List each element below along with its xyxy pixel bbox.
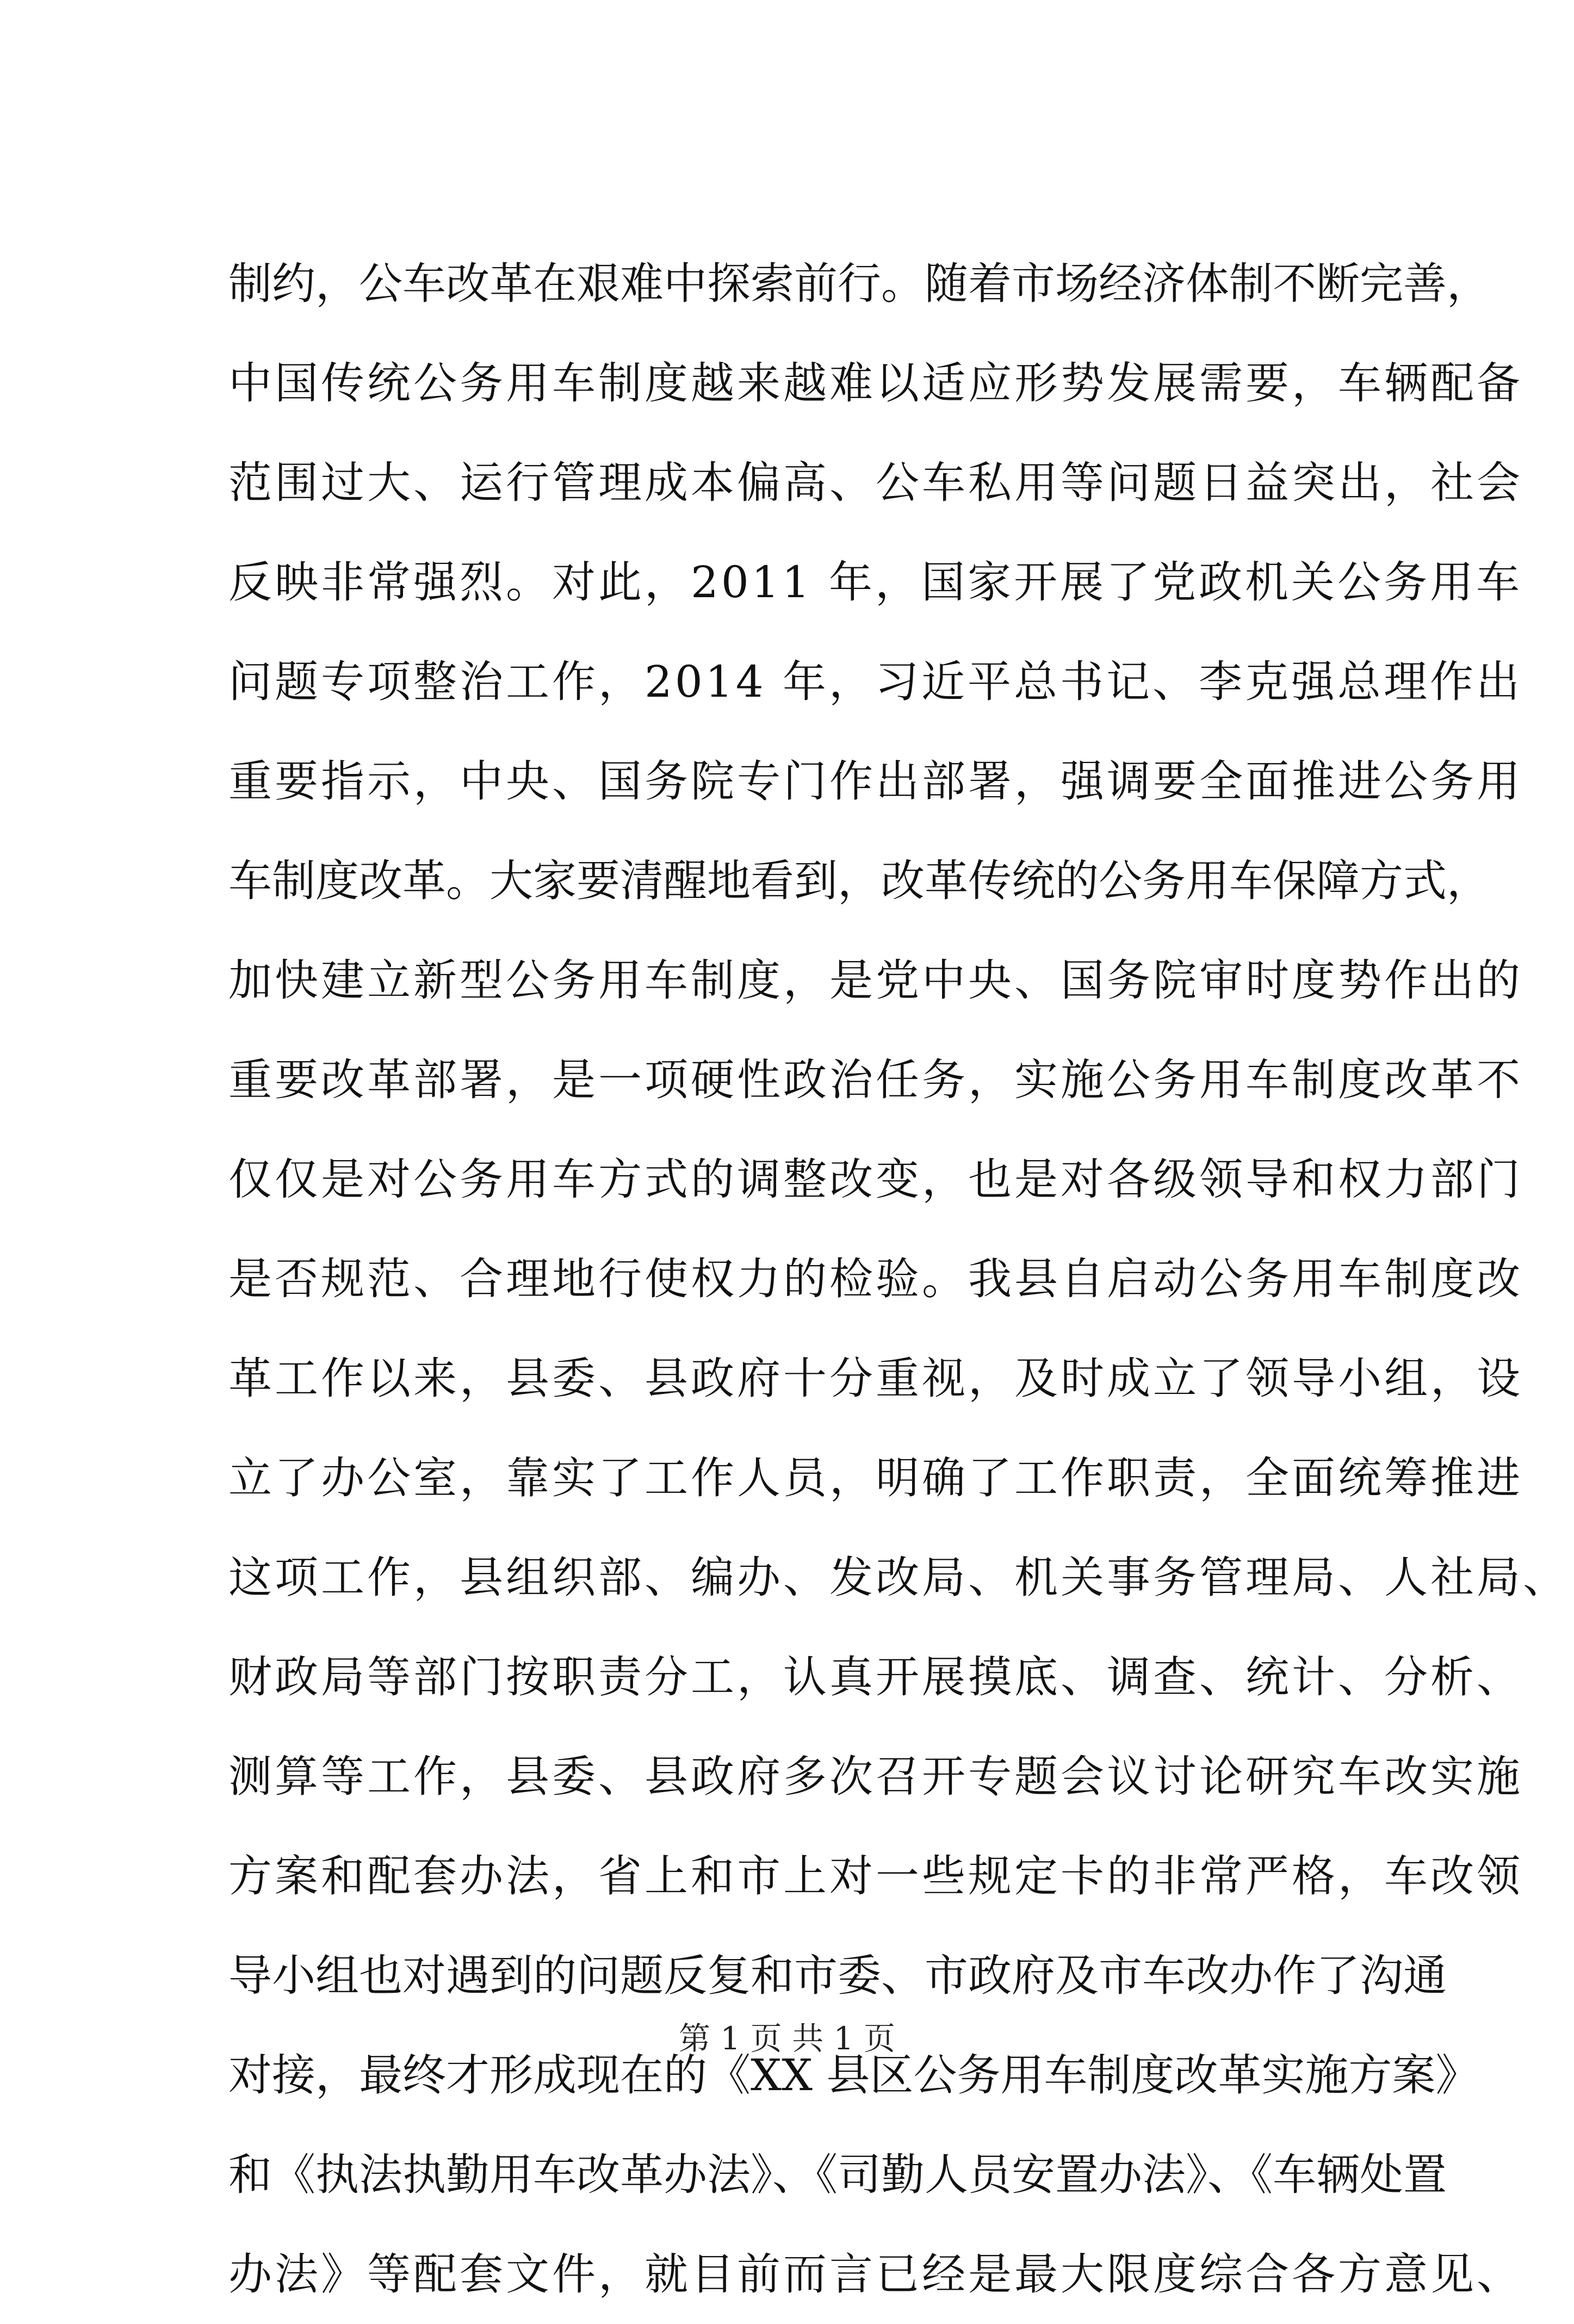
text-line: 反映非常强烈。对此，2011 年，国家开展了党政机关公务用车 xyxy=(228,557,1523,608)
text-line: 对接，最终才形成现在的《XX 县区公务用车制度改革实施方案》 xyxy=(228,2050,1479,2100)
text-line: 财政局等部门按职责分工，认真开展摸底、调查、统计、分析、 xyxy=(228,1652,1523,1702)
text-line: 立了办公室，靠实了工作人员，明确了工作职责，全面统筹推进 xyxy=(228,1453,1523,1503)
text-line: 范围过大、运行管理成本偏高、公车私用等问题日益突出，社会 xyxy=(228,457,1523,508)
text-line: 重要指示，中央、国务院专门作出部署，强调要全面推进公务用 xyxy=(228,756,1523,807)
page-number: 第 1 页 共 1 页 xyxy=(679,2020,895,2057)
text-line: 方案和配套办法，省上和市上对一些规定卡的非常严格，车改领 xyxy=(228,1851,1523,1901)
text-line: 这项工作，县组织部、编办、发改局、机关事务管理局、人社局、 xyxy=(228,1552,1569,1603)
text-line: 办法》等配套文件，就目前而言已经是最大限度综合各方意见、 xyxy=(228,2249,1523,2300)
text-line: 重要改革部署，是一项硬性政治任务，实施公务用车制度改革不 xyxy=(228,1055,1523,1105)
text-line: 是否规范、合理地行使权力的检验。我县自启动公务用车制度改 xyxy=(228,1254,1523,1304)
text-line: 革工作以来，县委、县政府十分重视，及时成立了领导小组，设 xyxy=(228,1353,1523,1404)
text-line: 和《执法执勤用车改革办法》、《司勤人员安置办法》、《车辆处置 xyxy=(228,2149,1447,2200)
text-line: 仅仅是对公务用车方式的调整改变，也是对各级领导和权力部门 xyxy=(228,1154,1523,1205)
text-line: 制约，公车改革在艰难中探索前行。随着市场经济体制不断完善， xyxy=(228,258,1490,309)
page-footer xyxy=(0,2017,1574,2060)
text-line: 加快建立新型公务用车制度，是党中央、国务院审时度势作出的 xyxy=(228,955,1523,1006)
text-line: 导小组也对遇到的问题反复和市委、市政府及市车改办作了沟通 xyxy=(228,1950,1447,2001)
body-text xyxy=(228,234,1569,2324)
text-line: 测算等工作，县委、县政府多次召开专题会议讨论研究车改实施 xyxy=(228,1751,1523,1802)
text-line: 中国传统公务用车制度越来越难以适应形势发展需要，车辆配备 xyxy=(228,358,1523,408)
text-line: 车制度改革。大家要清醒地看到，改革传统的公务用车保障方式， xyxy=(228,856,1490,906)
text-line: 问题专项整治工作，2014 年，习近平总书记、李克强总理作出 xyxy=(228,656,1523,707)
